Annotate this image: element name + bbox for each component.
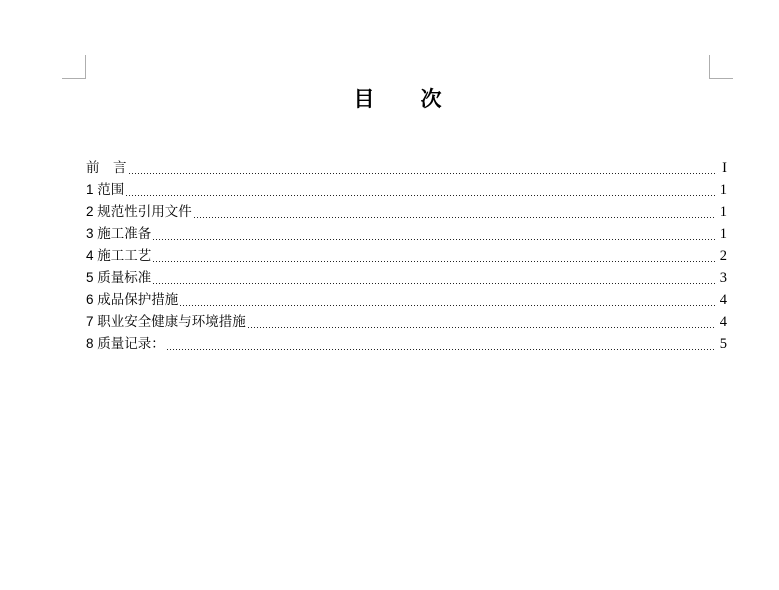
toc-entry-label: 2 规范性引用文件 bbox=[86, 204, 192, 219]
page-title bbox=[86, 87, 709, 112]
dot-leader bbox=[194, 217, 716, 218]
toc-list bbox=[86, 157, 727, 355]
dot-leader bbox=[180, 305, 716, 306]
toc-entry-page: 3 bbox=[719, 270, 727, 286]
dot-leader bbox=[153, 283, 716, 284]
dot-leader bbox=[153, 239, 716, 240]
toc-entry-page: 4 bbox=[719, 314, 727, 330]
toc-entry[interactable] bbox=[86, 289, 727, 311]
toc-entry[interactable] bbox=[86, 245, 727, 267]
toc-entry[interactable] bbox=[86, 333, 727, 355]
toc-entry-label: 5 质量标准 bbox=[86, 270, 152, 285]
dot-leader bbox=[126, 195, 716, 196]
toc-entry[interactable] bbox=[86, 157, 727, 179]
page-title-char-left: 目 bbox=[353, 88, 375, 111]
margin-corner-mark-top-left bbox=[62, 55, 86, 79]
toc-entry-label: 前 言 bbox=[86, 160, 127, 175]
toc-entry-page: 2 bbox=[719, 248, 727, 264]
toc-entry-page: 1 bbox=[719, 204, 727, 220]
toc-entry[interactable] bbox=[86, 267, 727, 289]
toc-entry-label: 1 范围 bbox=[86, 182, 125, 197]
toc-entry-label: 4 施工工艺 bbox=[86, 248, 152, 263]
toc-entry-page: 1 bbox=[719, 182, 727, 198]
toc-entry[interactable] bbox=[86, 179, 727, 201]
page-title-char-right: 次 bbox=[420, 88, 442, 111]
margin-corner-mark-top-right bbox=[709, 55, 733, 79]
dot-leader bbox=[129, 173, 717, 174]
toc-entry-label: 6 成品保护措施 bbox=[86, 292, 179, 307]
toc-entry[interactable] bbox=[86, 223, 727, 245]
dot-leader bbox=[153, 261, 716, 262]
toc-entry-page: 1 bbox=[719, 226, 727, 242]
dot-leader bbox=[167, 349, 716, 350]
dot-leader bbox=[248, 327, 716, 328]
toc-entry-label: 3 施工准备 bbox=[86, 226, 152, 241]
toc-entry-label: 8 质量记录： bbox=[86, 336, 165, 351]
toc-entry[interactable] bbox=[86, 201, 727, 223]
toc-entry-page: I bbox=[722, 160, 727, 176]
toc-entry-label: 7 职业安全健康与环境措施 bbox=[86, 314, 246, 329]
toc-entry-page: 5 bbox=[719, 336, 727, 352]
toc-entry-page: 4 bbox=[719, 292, 727, 308]
toc-entry[interactable] bbox=[86, 311, 727, 333]
